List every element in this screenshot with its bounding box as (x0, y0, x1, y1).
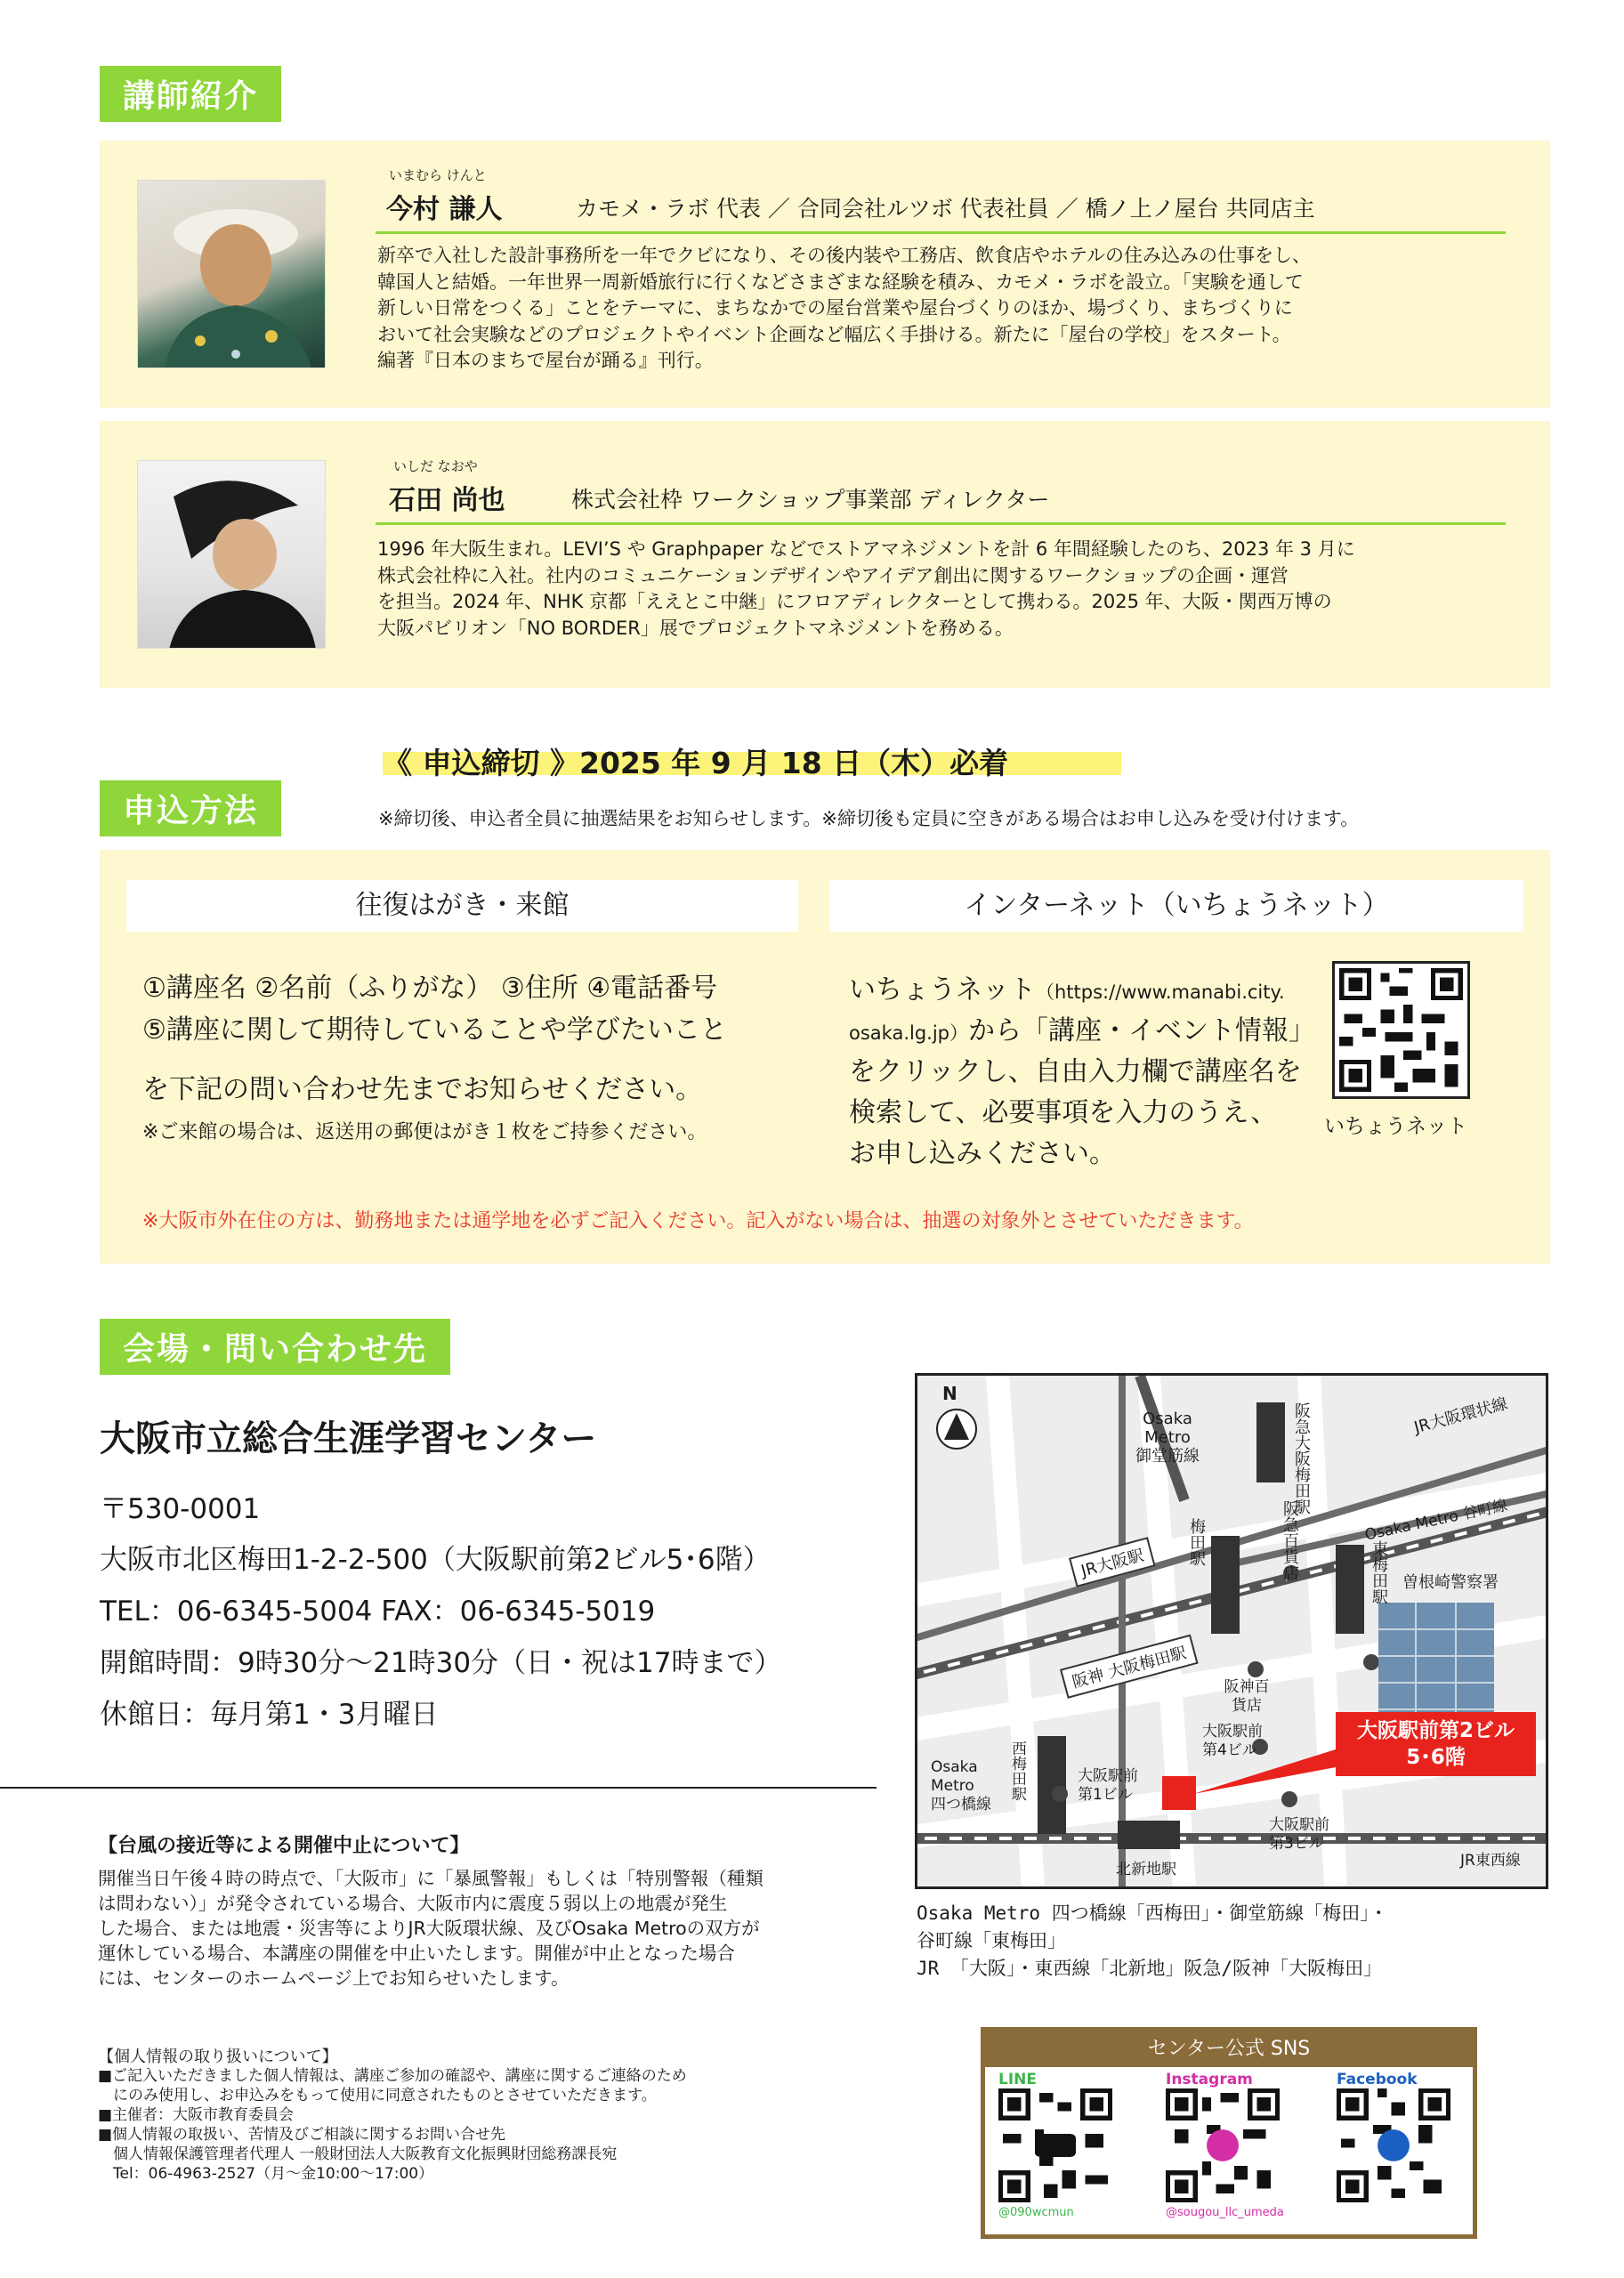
lecturer-role: 株式会社枠 ワークショップ事業部 ディレクター (571, 487, 1050, 513)
map-drawing (917, 1376, 1546, 1886)
map-label: 梅田駅 (1187, 1518, 1206, 1566)
section-divider (0, 1787, 877, 1789)
warning-text: ※大阪市外在住の方は、勤務地または通学地を必ずご記入ください。記入がない場合は、抽選の対象外とさせていただきます。 (142, 1210, 1254, 1232)
map-label: 大阪駅前 第1ビル (1078, 1767, 1138, 1804)
lecturer-ruby: いまむら けんと (389, 167, 487, 183)
map-label: 阪神 大阪梅田駅 (1060, 1635, 1198, 1699)
apply-section-label: 申込方法 (100, 780, 281, 836)
instagram-label: Instagram (1166, 2071, 1253, 2088)
sns-title: センター公式 SNS (985, 2032, 1473, 2067)
target-building-label: 大阪駅前第2ビル 5･6階 (1336, 1712, 1536, 1776)
person-silhouette-icon (138, 181, 326, 368)
lecturer-ruby: いしだ なおや (393, 458, 478, 474)
instagram-qr-code-icon (1166, 2088, 1280, 2202)
map-label: JR大阪環状線 (1412, 1393, 1510, 1438)
lecturers-section-label: 講師紹介 (100, 66, 281, 122)
privacy-title: 【個人情報の取り扱いについて】 (98, 2048, 338, 2066)
internet-line: をクリックし、自由入力欄で講座名を (849, 1056, 1302, 1087)
lecturer-bio (377, 243, 1534, 375)
bio-line: 新卒で入社した設計事務所を一年でクビになり、その後内装や工務店、飲食店やホテルの住み込みの仕事をし、 (377, 245, 1311, 266)
line-qr-code-icon (998, 2088, 1112, 2202)
map-label: 大阪駅前 第4ビル (1202, 1723, 1263, 1759)
privacy-line: Tel：06-4963-2527（月～金10:00～17:00） (98, 2165, 434, 2183)
map-label: Osaka Metro 四つ橋線 (931, 1758, 991, 1814)
lecturer-name: 今村 謙人 (386, 194, 503, 225)
typhoon-line: した場合、または地震・災害等によりJR大阪環状線、及びOsaka Metroの双方が (98, 1918, 760, 1939)
privacy-line: ■個人情報の取扱い、苦情及びご相談に関するお問い合せ先 (98, 2126, 506, 2144)
internet-line (849, 1008, 1315, 1047)
url-part-1[interactable]: （https://www.manabi.city. (1036, 981, 1285, 1003)
lecturer-name: 石田 尚也 (389, 485, 505, 516)
postcard-line: ①講座名 ②名前（ふりがな） ③住所 ④電話番号 (142, 973, 718, 1004)
privacy-body (98, 2066, 687, 2184)
typhoon-line: は問わない）」が発令されている場合、大阪市内に震度５弱以上の地震が発生 (98, 1893, 728, 1914)
bio-line: 編著『日本のまちで屋台が踊る』刊行。 (377, 350, 714, 371)
facebook-qr-code-icon (1337, 2088, 1450, 2202)
lecturer-photo (137, 180, 326, 368)
apply-panel (100, 850, 1550, 1264)
typhoon-line: 開催当日午後４時の時点で、「大阪市」に「暴風警報」もしくは「特別警報（種類 (98, 1868, 764, 1889)
typhoon-line: 運休している場合、本講座の開催を中止いたします。開催が中止となった場合 (98, 1943, 735, 1964)
internet-line: 検索して、必要事項を入力のうえ、 (849, 1097, 1278, 1128)
lecturer-panel-2 (100, 421, 1550, 688)
internet-heading: インターネット（いちょうネット） (829, 880, 1523, 932)
bio-line: 1996 年大阪生まれ。LEVI’S や Graphpaper などでストアマネジメントを計 6 年間経験したのち、2023 年 3 月に (377, 538, 1355, 560)
lecturer-role: カモメ・ラボ 代表 ／ 合同会社ルツボ 代表社員 ／ 橋ノ上ノ屋台 共同店主 (576, 196, 1315, 222)
bio-line: 韓国人と結婚。一年世界一周新婚旅行に行くなどさまざまな経験を積み、カモメ・ラボを設立。「実験を通して (377, 271, 1304, 293)
access-map (915, 1373, 1548, 1889)
line-label: LINE (998, 2071, 1037, 2088)
apply-note: ※締切後、申込者全員に抽選結果をお知らせします。※締切後も定員に空きがある場合はお申し込みを受け付けます。 (378, 808, 1360, 829)
access-lines (917, 1900, 1388, 1983)
map-label: 曽根崎警察署 (1402, 1573, 1499, 1592)
line-sns[interactable] (998, 2071, 1141, 2235)
venue-address: 大阪市北区梅田1-2-2-500（大阪駅前第2ビル5･6階） (100, 1544, 771, 1576)
map-label: 阪急大阪梅田駅 (1292, 1402, 1311, 1515)
map-label: 阪神百貨店 (1224, 1678, 1270, 1715)
access-line: Osaka Metro 四つ橋線「西梅田」・御堂筋線「梅田」・ (917, 1902, 1388, 1924)
divider (376, 522, 1506, 525)
venue-tel: TEL：06-6345-5004 FAX：06-6345-5019 (100, 1595, 656, 1628)
internet-line (849, 967, 1285, 1006)
venue-section-label: 会場・問い合わせ先 (100, 1319, 450, 1375)
facebook-label: Facebook (1337, 2071, 1418, 2088)
map-label: JR東西線 (1460, 1852, 1521, 1870)
instagram-handle: @sougou_llc_umeda (1166, 2206, 1284, 2219)
venue-postal: 〒530-0001 (100, 1493, 261, 1525)
typhoon-line: には、センターのホームページ上でお知らせいたします。 (98, 1967, 570, 1989)
venue-closed: 休館日：毎月第1・3月曜日 (100, 1699, 439, 1731)
ichou-net-text: いちょうネット (849, 974, 1036, 1006)
bio-line: を担当。2024 年、NHK 京都「ええとこ中継」にフロアディレクターとして携わる。2025 年、大阪・関西万博の (377, 591, 1332, 612)
map-label: 東梅田駅 (1369, 1540, 1388, 1604)
postcard-line: ⑤講座に関して期待していることや学びたいこと (142, 1014, 727, 1046)
divider (376, 231, 1506, 234)
lecturer-panel-1 (100, 141, 1550, 408)
sns-box (981, 2027, 1477, 2239)
venue-hours: 開館時間：9時30分～21時30分（日・祝は17時まで） (100, 1647, 782, 1679)
venue-name: 大阪市立総合生涯学習センター (100, 1418, 597, 1459)
postcard-note: ※ご来館の場合は、返送用の郵便はがき１枚をご持参ください。 (142, 1121, 707, 1143)
privacy-line: 個人情報保護管理者代理人 一般財団法人大阪教育文化振興財団総務課長宛 (98, 2145, 618, 2163)
bio-line: 新しい日常をつくる」ことをテーマに、まちなかでの屋台営業や屋台づくりのほか、場づくり、まちづくりに (377, 297, 1293, 319)
typhoon-title: 【台風の接近等による開催中止について】 (98, 1835, 470, 1857)
instagram-sns[interactable] (1166, 2071, 1317, 2235)
access-line: 谷町線「東梅田」 (917, 1930, 1066, 1951)
ichou-net-qr-code[interactable] (1332, 961, 1470, 1099)
postcard-line: を下記の問い合わせ先までお知らせください。 (142, 1074, 703, 1105)
compass-label: N (942, 1383, 957, 1404)
bio-line: 大阪パビリオン「NO BORDER」展でプロジェクトマネジメントを務める。 (377, 617, 1014, 639)
line-handle: @090wcmun (998, 2206, 1074, 2219)
map-label: Osaka Metro 谷町線 (1363, 1496, 1509, 1545)
internet-line: お申し込みください。 (849, 1138, 1116, 1169)
privacy-line: ■ご記入いただきました個人情報は、講座ご参加の確認や、講座に関するご連絡のため (98, 2067, 687, 2085)
map-label: JR大阪駅 (1069, 1537, 1155, 1587)
map-label: 西梅田駅 (1008, 1741, 1026, 1801)
typhoon-body (98, 1866, 764, 1991)
map-label: 北新地駅 (1116, 1861, 1176, 1878)
access-line: JR 「大阪」・東西線「北新地」阪急/阪神「大阪梅田」 (917, 1958, 1383, 1979)
facebook-sns[interactable] (1337, 2071, 1470, 2235)
qr-caption: いちょうネット (1324, 1115, 1467, 1138)
postcard-heading: 往復はがき・来館 (126, 880, 798, 932)
map-label: 阪急百貨店 (1281, 1500, 1299, 1580)
qr-code-icon (1335, 964, 1467, 1096)
course-info-text: から「講座・イベント情報」 (968, 1015, 1315, 1046)
privacy-line: にのみ使用し、お申込みをもって使用に同意されたものとさせていただきます。 (98, 2087, 657, 2104)
privacy-line: ■主催者：大阪市教育委員会 (98, 2106, 295, 2124)
map-label: Osaka Metro 御堂筋線 (1135, 1410, 1200, 1466)
bio-line: おいて社会実験などのプロジェクトやイベント企画など幅広く手掛ける。新たに「屋台の学校」をスタート。 (377, 323, 1291, 345)
lecturer-bio (377, 537, 1534, 642)
map-label: 大阪駅前 第3ビル (1269, 1816, 1329, 1853)
person-silhouette-icon (138, 461, 326, 649)
url-part-2[interactable]: osaka.lg.jp） (849, 1022, 968, 1044)
bio-line: 株式会社枠に入社。社内のコミュニケーションデザインやアイデア創出に関するワークショップの企画・運営 (377, 564, 1289, 586)
lecturer-photo (137, 460, 326, 649)
deadline-text: 《 申込締切 》2025 年 9 月 18 日（木）必着 (383, 746, 1009, 780)
